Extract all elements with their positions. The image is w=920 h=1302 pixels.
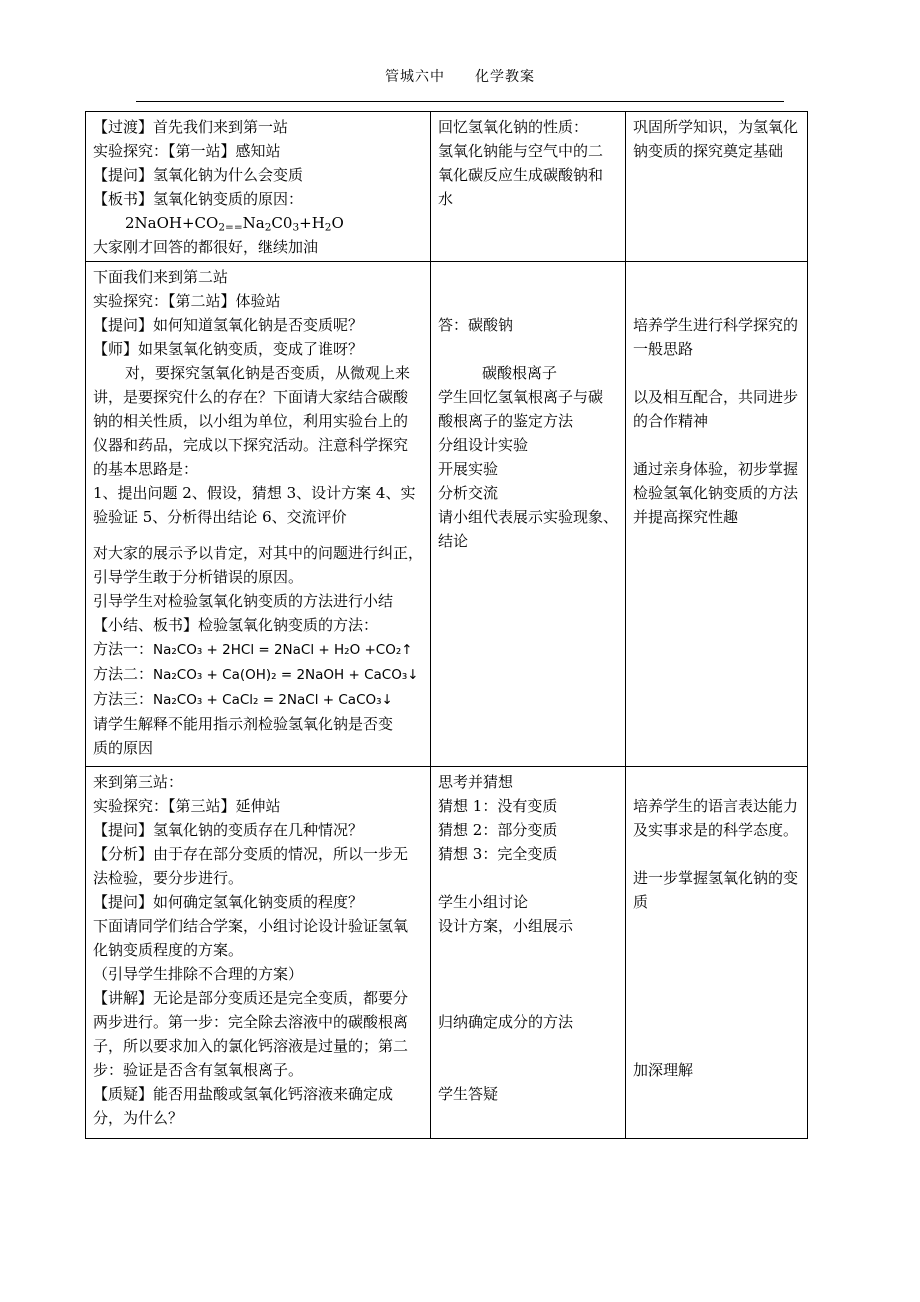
spacer xyxy=(633,842,800,866)
spacer xyxy=(633,433,800,457)
text-line: 实验探究：【第一站】感知站 xyxy=(93,142,281,160)
equation-part: 3 xyxy=(292,221,300,234)
text-line: 及实事求是的科学态度。 xyxy=(633,821,799,839)
text-line: 质 xyxy=(633,893,649,911)
text-line: 酸根离子的鉴定方法 xyxy=(438,412,574,430)
text-line: 碳酸根离子 xyxy=(482,364,558,382)
spacer xyxy=(438,866,618,890)
text-line: 引导学生敢于分析错误的原因。 xyxy=(93,568,304,586)
design-intent-cell xyxy=(626,767,808,1139)
text-line: 回忆氢氧化钠的性质： xyxy=(438,118,589,136)
text-line: 检验氢氧化钠变质的方法 xyxy=(633,484,799,502)
text-line: 步：验证是否含有氢氧根离子。 xyxy=(93,1061,304,1079)
text-line: 水 xyxy=(438,190,454,208)
lesson-plan-table xyxy=(85,111,808,1139)
method-two xyxy=(93,662,423,687)
equation-part: 2 xyxy=(264,221,272,234)
text-line: 【提问】如何确定氢氧化钠变质的程度？ xyxy=(93,893,364,911)
text-line: 开展实验 xyxy=(438,460,499,478)
reaction-equation xyxy=(93,211,423,235)
spacer xyxy=(633,361,800,385)
text-line: 猜想 1：没有变质 xyxy=(438,797,558,815)
document-title: 化学教案 xyxy=(475,69,535,85)
spacer xyxy=(438,1058,618,1082)
teacher-activity-cell xyxy=(86,767,431,1139)
text-line: 氢氧化钠能与空气中的二 xyxy=(438,142,604,160)
equation-part: O xyxy=(331,214,344,232)
design-intent-cell xyxy=(626,262,808,767)
text-line: 引导学生对检验氢氧化钠变质的方法进行小结 xyxy=(93,592,394,610)
text-line: 【小结、板书】检验氢氧化钠变质的方法： xyxy=(93,616,379,634)
spacer xyxy=(438,1034,618,1058)
design-intent-cell xyxy=(626,112,808,262)
text-line: 【提问】氢氧化钠的变质存在几种情况？ xyxy=(93,821,364,839)
spacer xyxy=(633,289,800,313)
text-line: （引导学生排除不合理的方案） xyxy=(93,965,304,983)
page-header xyxy=(0,66,920,86)
student-activity-cell xyxy=(431,767,626,1139)
spacer xyxy=(633,962,800,986)
equation-part: 2NaOH+CO xyxy=(125,214,219,232)
text-line: 结论 xyxy=(438,532,469,550)
text-line: 学生回忆氢氧根离子与碳 xyxy=(438,388,604,406)
text-line: 化钠变质程度的方案。 xyxy=(93,941,244,959)
spacer xyxy=(93,529,423,541)
method-equation: Na₂CO₃ + 2HCl = 2NaCl + H₂O +CO₂↑ xyxy=(153,642,413,658)
text-line: 以及相互配合，共同进步 xyxy=(633,388,799,406)
text-line: 并提高探究性趣 xyxy=(633,508,739,526)
equation-part: Na xyxy=(242,214,265,232)
text-line: 设计方案，小组展示 xyxy=(438,917,574,935)
text-line: 进一步掌握氢氧化钠的变 xyxy=(633,869,799,887)
text-line: 【分析】由于存在部分变质的情况，所以一步无 xyxy=(93,845,409,863)
spacer xyxy=(438,962,618,986)
text-line: 钠变质的探究奠定基础 xyxy=(633,142,784,160)
spacer xyxy=(438,337,618,361)
text-line: 【讲解】无论是部分变质还是完全变质，都要分 xyxy=(93,989,409,1007)
school-name: 管城六中 xyxy=(385,69,445,85)
spacer xyxy=(633,1034,800,1058)
text-line: 实验探究：【第二站】体验站 xyxy=(93,292,281,310)
method-label: 方法三： xyxy=(93,690,154,708)
text-line: 答：碳酸钠 xyxy=(438,316,514,334)
text-line: 请学生解释不能用指示剂检验氢氧化钠是否变 xyxy=(93,715,394,733)
text-line: 【提问】氢氧化钠为什么会变质 xyxy=(93,166,304,184)
text-line: 的合作精神 xyxy=(633,412,709,430)
spacer xyxy=(438,986,618,1010)
method-label: 方法一： xyxy=(93,640,154,658)
header-rule xyxy=(136,101,784,102)
table-row xyxy=(86,767,808,1139)
text-line: 讲，是要探究什么的存在？下面请大家结合碳酸 xyxy=(93,388,409,406)
spacer xyxy=(438,938,618,962)
text-line: 质的原因 xyxy=(93,739,154,757)
text-line: 大家刚才回答的都很好，继续加油 xyxy=(93,238,319,256)
text-line: 的基本思路是： xyxy=(93,460,199,478)
text-line: 实验探究：【第三站】延伸站 xyxy=(93,797,281,815)
spacer xyxy=(438,289,618,313)
teacher-activity-cell xyxy=(86,262,431,767)
text-line: 子，所以要求加入的氯化钙溶液是过量的；第二 xyxy=(93,1037,409,1055)
text-line: 加深理解 xyxy=(633,1061,694,1079)
table-row xyxy=(86,262,808,767)
text-line: 培养学生的语言表达能力 xyxy=(633,797,799,815)
spacer xyxy=(633,986,800,1010)
spacer xyxy=(633,914,800,938)
equation-part: C0 xyxy=(271,214,293,232)
student-activity-cell xyxy=(431,262,626,767)
text-line: 培养学生进行科学探究的 xyxy=(633,316,799,334)
method-one xyxy=(93,637,423,662)
teacher-activity-cell xyxy=(86,112,431,262)
method-equation: Na₂CO₃ + Ca(OH)₂ = 2NaOH + CaCO₃↓ xyxy=(153,667,419,683)
text-line: 请小组代表展示实验现象、 xyxy=(438,508,619,526)
text-line: 猜想 2：部分变质 xyxy=(438,821,558,839)
method-three xyxy=(93,687,423,712)
text-line: 学生小组讨论 xyxy=(438,893,529,911)
text-line: 对，要探究氢氧化钠是否变质，从微观上来 xyxy=(125,364,411,382)
spacer xyxy=(633,770,800,794)
spacer xyxy=(633,1010,800,1034)
text-line: 【质疑】能否用盐酸或氢氧化钙溶液来确定成 xyxy=(93,1085,394,1103)
table-row xyxy=(86,112,808,262)
text-line: 归纳确定成分的方法 xyxy=(438,1013,574,1031)
equation-part: 2 xyxy=(218,221,226,234)
text-line: 下面请同学们结合学案，小组讨论设计验证氢氧 xyxy=(93,917,409,935)
text-line: 猜想 3：完全变质 xyxy=(438,845,558,863)
text-line: 【板书】氢氧化钠变质的原因： xyxy=(93,190,304,208)
text-line: 分析交流 xyxy=(438,484,499,502)
equation-part: +H xyxy=(299,214,325,232)
method-equation: Na₂CO₃ + CaCl₂ = 2NaCl + CaCO₃↓ xyxy=(153,692,393,708)
text-line: 下面我们来到第二站 xyxy=(93,268,229,286)
text-line: 学生答疑 xyxy=(438,1085,499,1103)
text-line: 【师】如果氢氧化钠变质，变成了谁呀？ xyxy=(93,340,364,358)
spacer xyxy=(633,265,800,289)
text-line: 验验证 5、分析得出结论 6、交流评价 xyxy=(93,508,347,526)
spacer xyxy=(438,265,618,289)
text-line: 思考并猜想 xyxy=(438,773,514,791)
method-label: 方法二： xyxy=(93,665,154,683)
text-line: 分组设计实验 xyxy=(438,436,529,454)
text-line: 对大家的展示予以肯定，对其中的问题进行纠正， xyxy=(93,544,424,562)
text-line: 【过渡】首先我们来到第一站 xyxy=(93,118,289,136)
text-line: 两步进行。第一步：完全除去溶液中的碳酸根离 xyxy=(93,1013,409,1031)
spacer xyxy=(633,938,800,962)
text-line: 钠的相关性质，以小组为单位，利用实验台上的 xyxy=(93,412,409,430)
text-line: 氧化碳反应生成碳酸钠和 xyxy=(438,166,604,184)
student-activity-cell xyxy=(431,112,626,262)
text-line: 巩固所学知识，为氢氧化 xyxy=(633,118,799,136)
text-line: 分，为什么？ xyxy=(93,1109,184,1127)
text-line: 1、提出问题 2、假设，猜想 3、设计方案 4、实 xyxy=(93,484,416,502)
text-line: 来到第三站： xyxy=(93,773,184,791)
equation-part: 2 xyxy=(324,221,332,234)
equation-part: == xyxy=(225,221,243,234)
text-line: 通过亲身体验，初步掌握 xyxy=(633,460,799,478)
text-line: 【提问】如何知道氢氧化钠是否变质呢？ xyxy=(93,316,364,334)
text-line: 法检验，要分步进行。 xyxy=(93,869,244,887)
text-line: 一般思路 xyxy=(633,340,694,358)
text-line: 仪器和药品，完成以下探究活动。注意科学探究 xyxy=(93,436,409,454)
